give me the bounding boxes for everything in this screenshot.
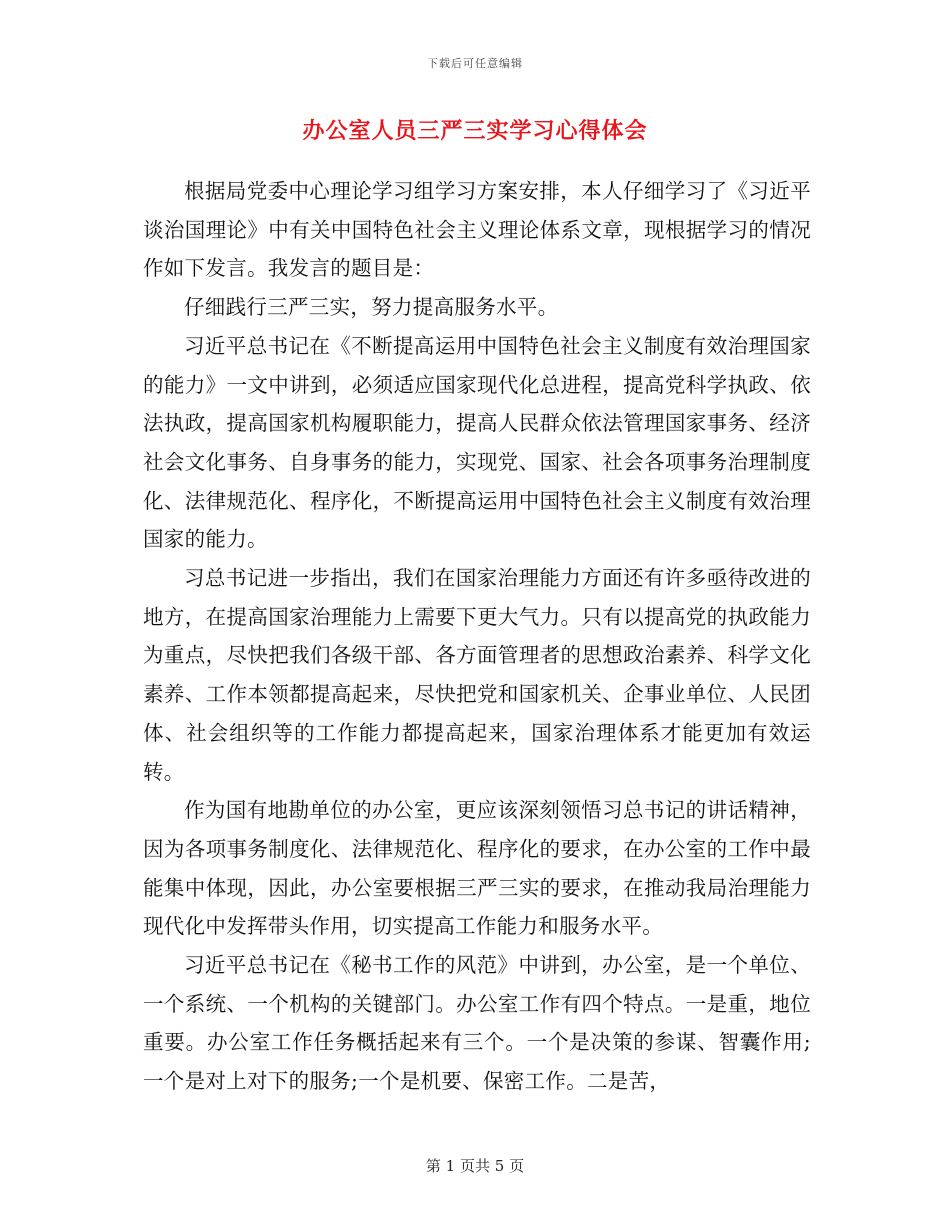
header-note: 下载后可任意编辑 [427, 57, 523, 70]
paragraph: 作为国有地勘单位的办公室，更应该深刻领悟习总书记的讲话精神，因为各项事务制度化、法律规范化、程序化的要求，在办公室的工作中最能集中体现，因此，办公室要根据三严三实的要求，在推动我局治理能力现代化中发挥带头作用，切实提高工作能力和服务水平。 [143, 798, 811, 939]
page-number-footer: 第 1 页共 5 页 [425, 1157, 525, 1175]
paragraph: 习总书记进一步指出，我们在国家治理能力方面还有许多亟待改进的地方，在提高国家治理能力上需要下更大气力。只有以提高党的执政能力为重点，尽快把我们各级干部、各方面管理者的思想政治素养、科学文化素养、工作本领都提高起来，尽快把党和国家机关、企事业单位、人民团体、社会组织等的工作能力都提高起来，国家治理体系才能更加有效运转。 [143, 566, 811, 784]
document-body [143, 172, 811, 1101]
paragraph: 习近平总书记在《不断提高运用中国特色社会主义制度有效治理国家的能力》一文中讲到，必须适应国家现代化总进程，提高党科学执政、依法执政，提高国家机构履职能力，提高人民群众依法管理国家事务、经济社会文化事务、自身事务的能力，实现党、国家、社会各项事务治理制度化、法律规范化、程序化，不断提高运用中国特色社会主义制度有效治理国家的能力。 [143, 333, 811, 552]
document-title: 办公室人员三严三实学习心得体会 [302, 118, 648, 144]
paragraph: 习近平总书记在《秘书工作的风范》中讲到，办公室，是一个单位、一个系统、一个机构的关键部门。办公室工作有四个特点。一是重，地位重要。办公室工作任务概括起来有三个。一个是决策的参谋、智囊作用;一个是对上对下的服务;一个是机要、保密工作。二是苦， [143, 953, 811, 1094]
paragraph: 仔细践行三严三实，努力提高服务水平。 [184, 295, 559, 320]
paragraph: 根据局党委中心理论学习组学习方案安排，本人仔细学习了《习近平谈治国理论》中有关中国特色社会主义理论体系文章，现根据学习的情况作如下发言。我发言的题目是： [143, 179, 811, 281]
